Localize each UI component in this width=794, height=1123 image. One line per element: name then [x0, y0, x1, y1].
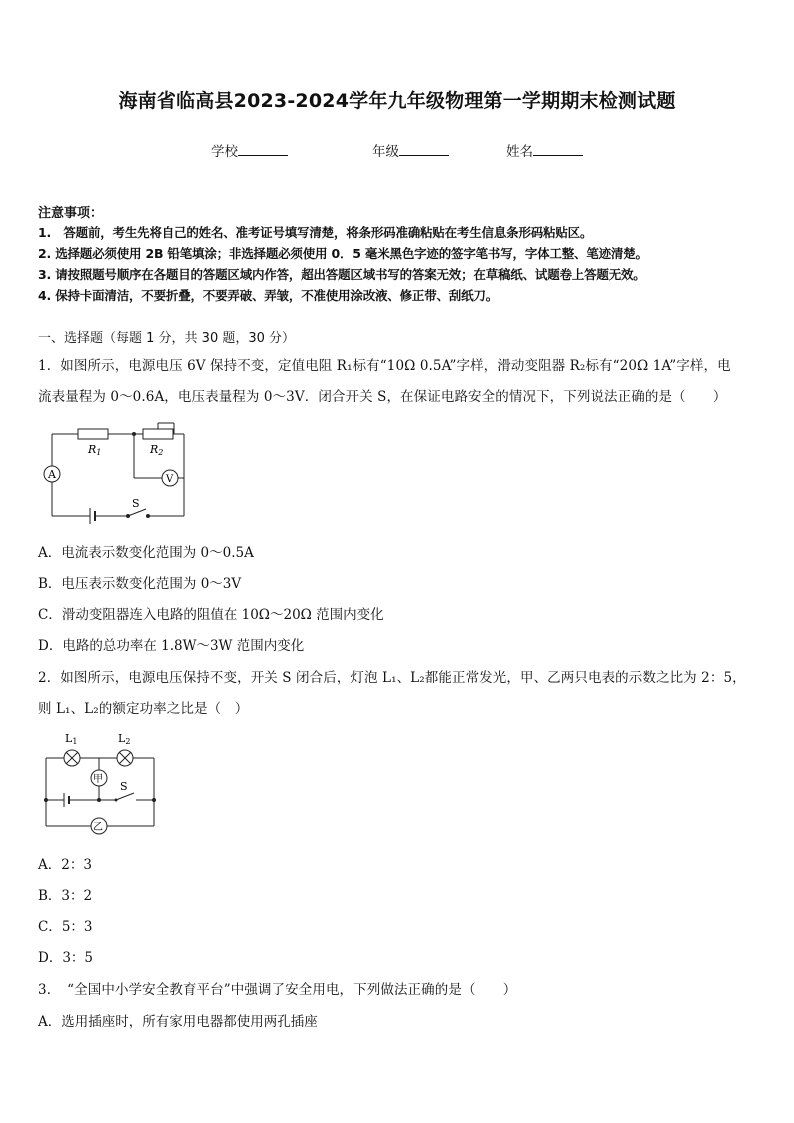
question-2-option-b[interactable]: B．3：2	[38, 888, 93, 904]
svg-text:L2: L2	[118, 732, 131, 746]
question-2-option-d[interactable]: D．3：5	[38, 950, 94, 966]
svg-text:S: S	[132, 497, 140, 510]
svg-text:R2: R2	[150, 443, 164, 457]
question-1-circuit-diagram	[38, 418, 198, 530]
question-3-line-1: 3． “全国中小学安全教育平台”中强调了安全用电，下列做法正确的是（ ）	[38, 982, 517, 998]
grade-label: 年级	[372, 144, 399, 160]
svg-text:L1: L1	[65, 732, 78, 746]
name-label: 姓名	[506, 144, 533, 160]
svg-text:甲: 甲	[93, 774, 103, 785]
notice-item: 3. 请按照题号顺序在各题目的答题区域内作答，超出答题区域书写的答案无效；在草稿纸、试题卷上答题无效。	[38, 267, 646, 282]
notice-item: 2. 选择题必须使用 2B 铅笔填涂；非选择题必须使用 0．5 毫米黑色字迹的签字笔书写，字体工整、笔迹清楚。	[38, 246, 648, 261]
resistor-r1	[78, 429, 108, 439]
question-1-line-1: 1．如图所示，电源电压 6V 保持不变，定值电阻 R₁标有“10Ω 0.5A”字样，滑动变阻器 R₂标有“20Ω 1A”字样，电	[38, 358, 731, 374]
question-1-option-d[interactable]: D．电路的总功率在 1.8W～3W 范围内变化	[38, 638, 305, 654]
page-title: 海南省临高县2023-2024学年九年级物理第一学期期末检测试题	[118, 90, 676, 112]
school-label: 学校	[211, 144, 238, 160]
question-2-line-1: 2．如图所示，电源电压保持不变，开关 S 闭合后，灯泡 L₁、L₂都能正常发光，甲、乙两只电表的示数之比为 2：5，	[38, 670, 746, 686]
question-2-option-a[interactable]: A．2：3	[38, 857, 92, 873]
name-field[interactable]	[506, 140, 583, 160]
question-3-option-a[interactable]: A．选用插座时，所有家用电器都使用两孔插座	[38, 1014, 318, 1030]
question-1-option-a[interactable]: A．电流表示数变化范围为 0～0.5A	[38, 545, 254, 561]
svg-text:乙: 乙	[93, 822, 103, 833]
switch-icon	[116, 793, 134, 800]
notice-item: 4. 保持卡面清洁，不要折叠，不要弄破、弄皱，不准使用涂改液、修正带、刮纸刀。	[38, 288, 498, 303]
section-title: 一、选择题（每题 1 分，共 30 题，30 分）	[38, 331, 296, 346]
svg-text:A: A	[48, 468, 56, 481]
question-2-line-2: 则 L₁、L₂的额定功率之比是（ ）	[38, 701, 249, 717]
notice-heading: 注意事项：	[38, 206, 104, 221]
question-2-circuit-diagram	[38, 728, 168, 840]
name-blank[interactable]	[533, 143, 583, 156]
school-field[interactable]	[211, 140, 288, 160]
grade-field[interactable]	[372, 140, 449, 160]
grade-blank[interactable]	[399, 143, 449, 156]
question-2-option-c[interactable]: C．5：3	[38, 919, 93, 935]
svg-text:R1: R1	[88, 443, 102, 457]
switch-icon	[128, 509, 146, 516]
notice-item: 1. 答题前，考生先将自己的姓名、准考证号填写清楚，将条形码准确粘贴在考生信息条形码粘贴区。	[38, 225, 593, 240]
question-1-line-2: 流表量程为 0～0.6A，电压表量程为 0～3V．闭合开关 S，在保证电路安全的情况下，下列说法正确的是（ ）	[38, 389, 727, 405]
rheostat-r2	[143, 429, 173, 439]
svg-text:V: V	[166, 474, 174, 485]
question-1-option-b[interactable]: B．电压表示数变化范围为 0～3V	[38, 576, 242, 592]
school-blank[interactable]	[238, 143, 288, 156]
svg-text:S: S	[120, 780, 128, 793]
question-1-option-c[interactable]: C．滑动变阻器连入电路的阻值在 10Ω～20Ω 范围内变化	[38, 607, 384, 623]
